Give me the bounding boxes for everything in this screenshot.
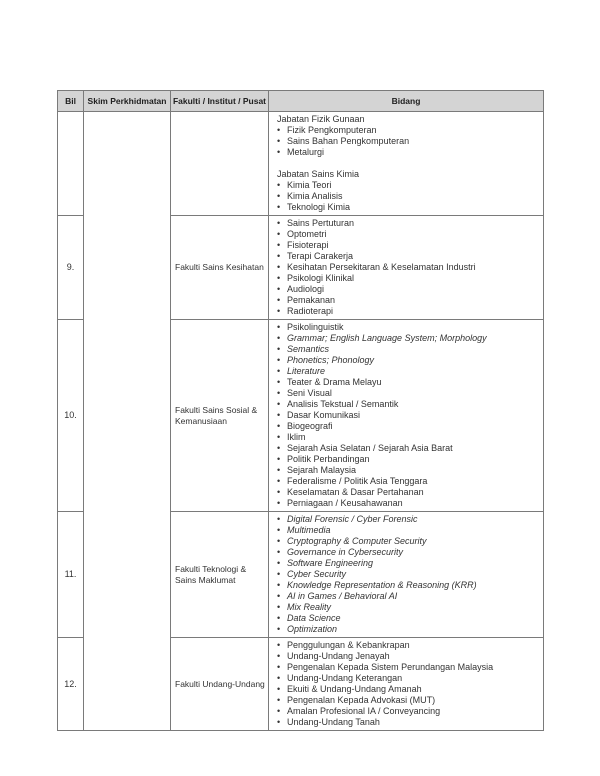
bidang-item [277,706,540,717]
bidang-item-text: Semantics [287,344,330,354]
fakulti-cell [171,112,269,216]
bidang-item [277,613,540,624]
bullet-icon: • [277,465,281,475]
bidang-item-text: Software Engineering [287,558,374,568]
bullet-icon: • [277,273,281,283]
bidang-item-text: Fisioterapi [287,240,329,250]
bullet-icon: • [277,432,281,442]
bullet-icon: • [277,125,281,135]
bidang-item [277,388,540,399]
bidang-item [277,377,540,388]
bidang-item-text: Optometri [287,229,327,239]
bullet-icon: • [277,476,281,486]
bidang-item-text: Seni Visual [287,388,332,398]
bullet-icon: • [277,147,281,157]
bullet-icon: • [277,547,281,557]
bidang-item [277,624,540,635]
bidang-item-text: Optimization [287,624,338,634]
bullet-icon: • [277,295,281,305]
bidang-item [277,591,540,602]
bidang-item [277,355,540,366]
bullet-icon: • [277,591,281,601]
bidang-cell [269,112,544,216]
bullet-icon: • [277,377,281,387]
bullet-icon: • [277,613,281,623]
bidang-item-text: Cyber Security [287,569,347,579]
bil-cell: 10. [58,320,84,512]
bidang-item [277,344,540,355]
bullet-icon: • [277,333,281,343]
bidang-item-text: Analisis Tekstual / Semantik [287,399,399,409]
bidang-item-text: Undang-Undang Tanah [287,717,380,727]
bidang-item-text: Politik Perbandingan [287,454,370,464]
bidang-item-text [277,158,280,169]
bidang-list [277,514,540,635]
bullet-icon: • [277,399,281,409]
bullet-icon: • [277,284,281,294]
bullet-icon: • [277,706,281,716]
bidang-item [277,202,540,213]
fakulti-cell: Fakulti Teknologi & Sains Maklumat [171,512,269,638]
bidang-item-text: Pemakanan [287,295,336,305]
bidang-item [277,525,540,536]
bidang-item [277,602,540,613]
col-header-skim-perkhidmatan: Skim Perkhidmatan [84,91,171,112]
bidang-item [277,284,540,295]
bullet-icon: • [277,443,281,453]
bidang-item-text: Pengenalan Kepada Sistem Perundangan Malaysia [287,662,494,672]
fakulti-cell: Fakulti Sains Sosial & Kemanusiaan [171,320,269,512]
bidang-item [277,410,540,421]
bidang-item-text: Phonetics; Phonology [287,355,375,365]
bidang-item [277,673,540,684]
bidang-item [277,536,540,547]
bidang-item [277,443,540,454]
bullet-icon: • [277,684,281,694]
bidang-item [277,240,540,251]
bidang-item-text: Sains Pertuturan [287,218,355,228]
bidang-item-text: Teknologi Kimia [287,202,351,212]
bidang-item-text: Metalurgi [287,147,325,157]
bil-cell: 11. [58,512,84,638]
bidang-item [277,640,540,651]
bullet-icon: • [277,695,281,705]
col-header-bidang: Bidang [269,91,544,112]
bidang-item [277,251,540,262]
bidang-item-text: Jabatan Sains Kimia [277,169,360,179]
bidang-item-text: Fizik Pengkomputeran [287,125,377,135]
bidang-item [277,421,540,432]
bidang-item-text: Mix Reality [287,602,332,612]
bullet-icon: • [277,410,281,420]
bidang-item-text: Governance in Cybersecurity [287,547,404,557]
bullet-icon: • [277,240,281,250]
bidang-item-text: Radioterapi [287,306,334,316]
bidang-item-text: Ekuiti & Undang-Undang Amanah [287,684,422,694]
bidang-item-text: Sejarah Malaysia [287,465,357,475]
bidang-item-text: Psikolinguistik [287,322,344,332]
bidang-item [277,651,540,662]
bidang-list [277,322,540,509]
bidang-item-text: Psikologi Klinikal [287,273,355,283]
bullet-icon: • [277,487,281,497]
bidang-list [277,218,540,317]
bidang-item [277,662,540,673]
bidang-item-text: Federalisme / Politik Asia Tenggara [287,476,428,486]
bil-cell: 12. [58,638,84,731]
bullet-icon: • [277,536,281,546]
bullet-icon: • [277,558,281,568]
bidang-item-text: AI in Games / Behavioral AI [287,591,398,601]
bidang-item [277,432,540,443]
bullet-icon: • [277,624,281,634]
bidang-item [277,366,540,377]
bidang-item-text: Grammar; English Language System; Morphology [287,333,487,343]
bidang-item-text: Undang-Undang Keterangan [287,673,403,683]
bullet-icon: • [277,454,281,464]
bidang-item [277,514,540,525]
bidang-cell [269,216,544,320]
bidang-item [277,218,540,229]
bidang-item-text: Pengenalan Kepada Advokasi (MUT) [287,695,436,705]
bullet-icon: • [277,366,281,376]
bullet-icon: • [277,191,281,201]
bidang-item-text: Digital Forensic / Cyber Forensic [287,514,418,524]
bullet-icon: • [277,651,281,661]
bidang-item [277,487,540,498]
bullet-icon: • [277,229,281,239]
bullet-icon: • [277,306,281,316]
bidang-item [277,295,540,306]
bullet-icon: • [277,180,281,190]
bidang-item-text: Kimia Teori [287,180,332,190]
bidang-item-text: Knowledge Representation & Reasoning (KRR) [287,580,477,590]
bidang-cell [269,512,544,638]
bullet-icon: • [277,602,281,612]
bidang-cell [269,638,544,731]
skim-perkhidmatan-cell [84,112,171,731]
bidang-item [277,476,540,487]
bidang-item-text: Perniagaan / Keusahawanan [287,498,403,508]
bidang-item-text: Sejarah Asia Selatan / Sejarah Asia Barat [287,443,453,453]
bullet-icon: • [277,498,281,508]
bidang-item [277,399,540,410]
bullet-icon: • [277,673,281,683]
bidang-item-text: Teater & Drama Melayu [287,377,382,387]
bullet-icon: • [277,136,281,146]
bidang-item [277,498,540,509]
bidang-item [277,717,540,728]
bullet-icon: • [277,344,281,354]
bidang-item-text: Dasar Komunikasi [287,410,361,420]
bidang-item-text: Iklim [287,432,306,442]
bidang-item-text: Keselamatan & Dasar Pertahanan [287,487,424,497]
bullet-icon: • [277,580,281,590]
bullet-icon: • [277,218,281,228]
bidang-item-text: Kesihatan Persekitaran & Keselamatan Industri [287,262,476,272]
bidang-item-text: Cryptography & Computer Security [287,536,427,546]
table-header-row [58,91,544,112]
bullet-icon: • [277,322,281,332]
blank-line [277,158,540,169]
bidang-item [277,547,540,558]
bidang-item [277,147,540,158]
bidang-item [277,454,540,465]
bullet-icon: • [277,262,281,272]
bullet-icon: • [277,202,281,212]
table-row [58,112,544,216]
bullet-icon: • [277,355,281,365]
bidang-item-text: Amalan Profesional IA / Conveyancing [287,706,441,716]
bullet-icon: • [277,421,281,431]
bullet-icon: • [277,662,281,672]
bullet-icon: • [277,251,281,261]
bidang-item [277,695,540,706]
bidang-item-text: Data Science [287,613,341,623]
fakulti-cell: Fakulti Undang-Undang [171,638,269,731]
bidang-cell [269,320,544,512]
col-header-bil: Bil [58,91,84,112]
bidang-item [277,580,540,591]
bidang-item [277,558,540,569]
service-scheme-table [57,90,544,731]
bidang-item-text: Sains Bahan Pengkomputeran [287,136,410,146]
bidang-group-heading [277,169,540,180]
bidang-item [277,465,540,476]
fakulti-cell: Fakulti Sains Kesihatan [171,216,269,320]
bidang-item [277,273,540,284]
bidang-item [277,306,540,317]
bidang-item [277,322,540,333]
bidang-item [277,229,540,240]
bidang-item [277,180,540,191]
bidang-item-text: Literature [287,366,326,376]
bullet-icon: • [277,514,281,524]
bidang-item [277,125,540,136]
bidang-list [277,640,540,728]
bidang-item-text: Kimia Analisis [287,191,343,201]
bidang-list [277,114,540,213]
bullet-icon: • [277,640,281,650]
bullet-icon: • [277,569,281,579]
bidang-item [277,262,540,273]
bil-cell [58,112,84,216]
bidang-item-text: Jabatan Fizik Gunaan [277,114,365,124]
bidang-item [277,569,540,580]
bil-cell: 9. [58,216,84,320]
bidang-item-text: Undang-Undang Jenayah [287,651,390,661]
bidang-item [277,684,540,695]
bidang-item-text: Penggulungan & Kebankrapan [287,640,410,650]
bidang-item-text: Biogeografi [287,421,333,431]
bidang-item [277,136,540,147]
bidang-item-text: Multimedia [287,525,331,535]
bidang-item-text: Terapi Carakerja [287,251,354,261]
bidang-group-heading [277,114,540,125]
bidang-item [277,191,540,202]
col-header-fakulti-institut-pusat: Fakulti / Institut / Pusat [171,91,269,112]
bidang-item [277,333,540,344]
bullet-icon: • [277,388,281,398]
bullet-icon: • [277,717,281,727]
bidang-item-text: Audiologi [287,284,325,294]
bullet-icon: • [277,525,281,535]
